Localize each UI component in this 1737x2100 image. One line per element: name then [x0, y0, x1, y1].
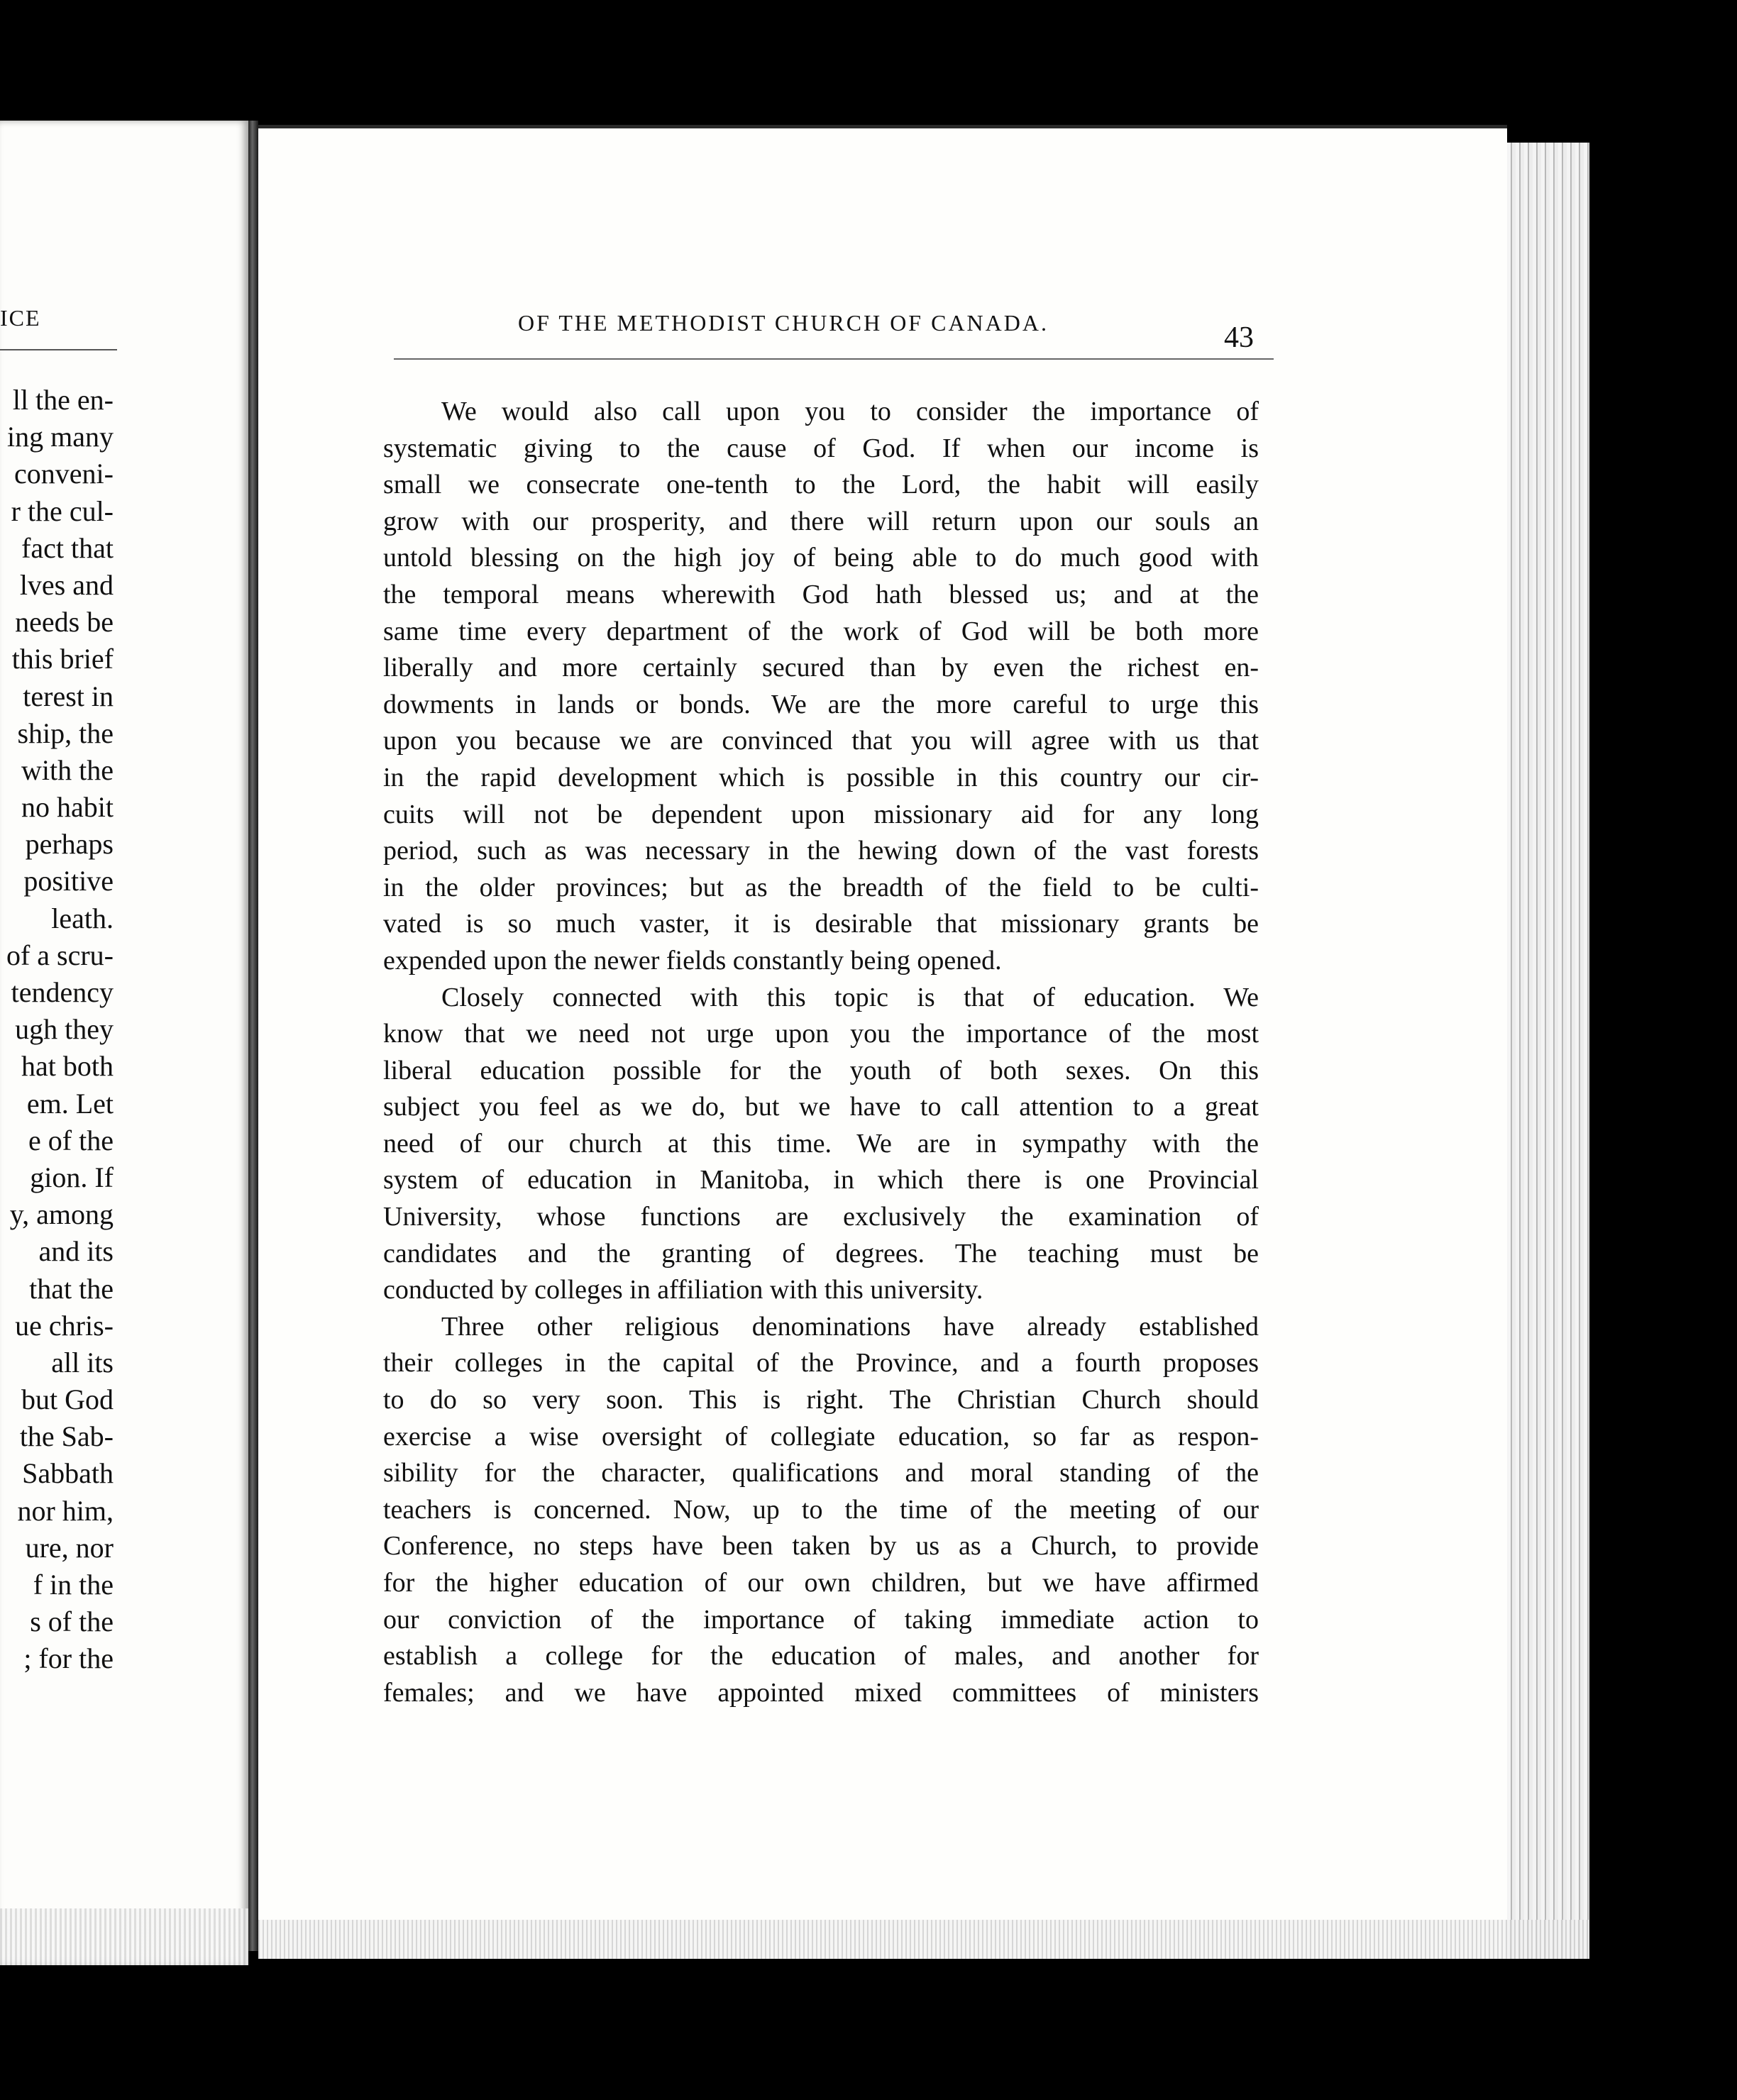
left-line: nor him,: [17, 1494, 114, 1527]
left-line: this brief: [11, 643, 114, 675]
left-line: the Sab-: [19, 1420, 114, 1453]
paragraph-3-line: establish a college for the education of males, and another for: [383, 1641, 1259, 1671]
body-text: [383, 394, 1259, 1711]
paragraph-2-line: conducted by colleges in affiliation with this university.: [383, 1275, 983, 1305]
left-line: of a scru-: [6, 939, 114, 971]
left-line: all its: [51, 1346, 114, 1378]
paragraph-3-line: for the higher education of our own children, but we have affirmed: [383, 1568, 1259, 1598]
left-line: ll the en-: [12, 384, 114, 416]
paragraph-1-line: in the rapid development which is possible in this country our cir-: [383, 762, 1259, 792]
paragraph-2-line: system of education in Manitoba, in which there is one Provincial: [383, 1165, 1259, 1195]
left-line: and its: [38, 1235, 114, 1268]
left-line: terest in: [23, 680, 114, 712]
left-line: needs be: [15, 606, 114, 639]
left-head-rule: [0, 349, 117, 350]
paragraph-2-line: candidates and the granting of degrees. The teaching must be: [383, 1238, 1259, 1269]
left-line: ; for the: [23, 1642, 114, 1675]
book-gutter: [248, 121, 258, 1951]
paragraph-1-line: vated is so much vaster, it is desirable that missionary grants be: [383, 909, 1259, 939]
paragraph-3-line: exercise a wise oversight of collegiate education, so far as respon-: [383, 1421, 1259, 1452]
left-line: y, among: [9, 1198, 114, 1231]
paragraph-2-line: Closely connected with this topic is that of education. We: [441, 982, 1259, 1012]
left-line: e of the: [28, 1124, 114, 1156]
left-line: gion. If: [30, 1161, 114, 1193]
left-line: leath.: [51, 902, 114, 934]
paragraph-2-line: subject you feel as we do, but we have to call attention to a great: [383, 1092, 1259, 1122]
left-line: fact that: [21, 531, 114, 564]
paragraph-2-line: need of our church at this time. We are in sympathy with the: [383, 1128, 1259, 1159]
running-head: OF THE METHODIST CHURCH OF CANADA.: [518, 310, 1049, 336]
paragraph-3-line: teachers is concerned. Now, up to the time of the meeting of our: [383, 1494, 1259, 1525]
left-line: ure, nor: [25, 1531, 114, 1564]
paragraph-1-line: same time every department of the work of God will be both more: [383, 616, 1259, 646]
left-running-head: ICE: [0, 305, 41, 331]
left-line: ue chris-: [15, 1309, 114, 1342]
head-rule: [394, 358, 1274, 360]
left-line: s of the: [30, 1606, 114, 1638]
paragraph-3-line: their colleges in the capital of the Province, and a fourth proposes: [383, 1348, 1259, 1378]
left-line: f in the: [33, 1569, 114, 1601]
left-line: r the cul-: [11, 494, 114, 527]
left-line: Sabbath: [22, 1457, 114, 1490]
left-line: that the: [29, 1272, 114, 1305]
paragraph-3-line: to do so very soon. This is right. The Christian Church should: [383, 1385, 1259, 1415]
left-line: conveni-: [14, 458, 114, 490]
paragraph-1-line: upon you because we are convinced that you will agree with us that: [383, 726, 1259, 756]
paragraph-1-line: liberally and more certainly secured than by even the richest en-: [383, 653, 1259, 683]
left-line: positive: [23, 865, 114, 897]
left-line: ing many: [7, 421, 114, 453]
paragraph-1-line: in the older provinces; but as the breadth of the field to be culti-: [383, 872, 1259, 902]
left-line: em. Let: [26, 1087, 114, 1120]
paragraph-1-line: systematic giving to the cause of God. If when our income is: [383, 433, 1259, 463]
paragraph-2-line: liberal education possible for the youth of both sexes. On this: [383, 1055, 1259, 1085]
left-line: lves and: [19, 568, 114, 601]
paragraph-3-line: Three other religious denominations have already established: [441, 1311, 1259, 1342]
left-line: ship, the: [17, 717, 114, 749]
paragraph-1-line: the temporal means wherewith God hath blessed us; and at the: [383, 579, 1259, 609]
paragraph-3-line: our conviction of the importance of taking immediate action to: [383, 1604, 1259, 1635]
paragraph-1-line: small we consecrate one-tenth to the Lord, the habit will easily: [383, 470, 1259, 500]
left-line: with the: [21, 753, 114, 786]
paragraph-1-line: period, such as was necessary in the hewing down of the vast forests: [383, 836, 1259, 866]
paragraph-1-line: expended upon the newer fields constantly being opened.: [383, 945, 1002, 976]
left-line: tendency: [11, 976, 114, 1008]
paragraph-3-line: females; and we have appointed mixed committees of ministers: [383, 1677, 1259, 1708]
paragraph-2-line: know that we need not urge upon you the importance of the most: [383, 1019, 1259, 1049]
paragraph-1-line: dowments in lands or bonds. We are the more careful to urge this: [383, 689, 1259, 719]
paragraph-3-line: sibility for the character, qualifications and moral standing of the: [383, 1458, 1259, 1488]
left-line: hat both: [21, 1050, 114, 1083]
left-line: ugh they: [15, 1013, 114, 1046]
paragraph-1-line: untold blessing on the high joy of being able to do much good with: [383, 543, 1259, 573]
paragraph-1-line: grow with our prosperity, and there will return upon our souls an: [383, 506, 1259, 536]
left-text-column: [6, 382, 114, 1678]
paragraph-1-line: We would also call upon you to consider the importance of: [441, 397, 1259, 426]
paragraph-3-line: Conference, no steps have been taken by us as a Church, to provide: [383, 1531, 1259, 1562]
left-line: no habit: [21, 791, 114, 824]
paragraph-2-line: University, whose functions are exclusively the examination of: [383, 1202, 1259, 1232]
left-line: perhaps: [25, 828, 114, 861]
paragraph-1-line: cuits will not be dependent upon missionary aid for any long: [383, 799, 1259, 829]
left-page-fragment: [0, 121, 248, 1965]
page-number: 43: [1224, 321, 1254, 354]
left-line: but God: [21, 1383, 114, 1416]
